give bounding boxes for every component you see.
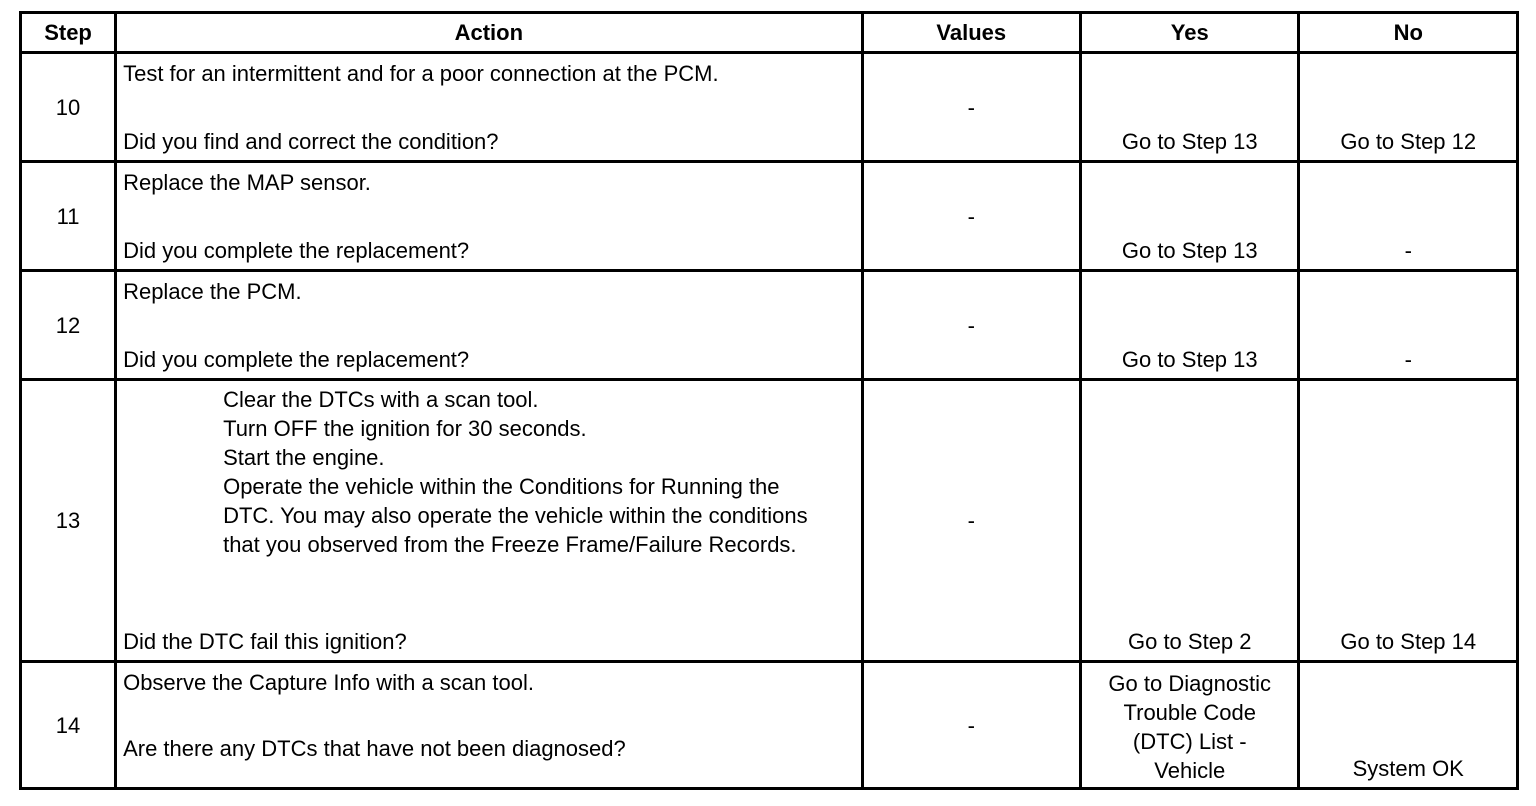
values-cell: - (862, 53, 1080, 162)
action-question: Did you find and correct the condition? (123, 129, 499, 154)
values-cell: - (862, 380, 1080, 662)
yes-cell: Go to Step 13 (1081, 271, 1299, 380)
action-text: Replace the PCM. (123, 279, 302, 304)
action-question: Did you complete the replacement? (123, 238, 470, 263)
header-no: No (1299, 13, 1518, 53)
table-row (21, 162, 1518, 271)
no-cell: System OK (1299, 662, 1518, 789)
action-list-item: Turn OFF the ignition for 30 seconds. (223, 416, 587, 441)
action-list-item: Operate the vehicle within the Conditions for Running the DTC. You may also operate the vehicle within the conditions that you observed from the Freeze Frame/Failure Records. (223, 474, 808, 557)
action-cell (116, 53, 862, 162)
yes-line: Trouble Code (1123, 700, 1256, 725)
yes-cell: Go to Step 13 (1081, 53, 1299, 162)
header-yes: Yes (1081, 13, 1299, 53)
values-cell: - (862, 662, 1080, 789)
action-text: Replace the MAP sensor. (123, 170, 371, 195)
action-list-item: Start the engine. (223, 445, 385, 470)
step-number: 11 (21, 162, 116, 271)
yes-line: Vehicle (1154, 758, 1226, 783)
step-number: 10 (21, 53, 116, 162)
action-question: Did the DTC fail this ignition? (123, 629, 407, 654)
step-number: 12 (21, 271, 116, 380)
action-question: Did you complete the replacement? (123, 347, 470, 372)
action-cell (116, 162, 862, 271)
action-cell (116, 662, 862, 789)
table-row (21, 380, 1518, 662)
action-list-item: Clear the DTCs with a scan tool. (223, 387, 539, 412)
yes-line: Go to Diagnostic (1108, 671, 1272, 696)
yes-line: (DTC) List - (1132, 729, 1247, 754)
values-cell: - (862, 271, 1080, 380)
action-cell (116, 380, 862, 662)
table-row (21, 662, 1518, 789)
header-action: Action (116, 13, 862, 53)
step-number: 13 (21, 380, 116, 662)
yes-cell: Go to Step 13 (1081, 162, 1299, 271)
diagnostic-table (19, 11, 1519, 790)
yes-cell: Go to Step 2 (1081, 380, 1299, 662)
no-cell: Go to Step 14 (1299, 380, 1518, 662)
table-row (21, 53, 1518, 162)
header-step: Step (21, 13, 116, 53)
action-list (223, 385, 833, 559)
action-text: Test for an intermittent and for a poor connection at the PCM. (123, 61, 719, 86)
header-row (21, 13, 1518, 53)
no-cell: - (1299, 271, 1518, 380)
table-row (21, 271, 1518, 380)
values-cell: - (862, 162, 1080, 271)
no-cell: - (1299, 162, 1518, 271)
action-question: Are there any DTCs that have not been diagnosed? (123, 736, 626, 761)
no-cell: Go to Step 12 (1299, 53, 1518, 162)
action-cell (116, 271, 862, 380)
step-number: 14 (21, 662, 116, 789)
yes-cell (1081, 662, 1299, 789)
action-text: Observe the Capture Info with a scan tool. (123, 670, 534, 695)
header-values: Values (862, 13, 1080, 53)
